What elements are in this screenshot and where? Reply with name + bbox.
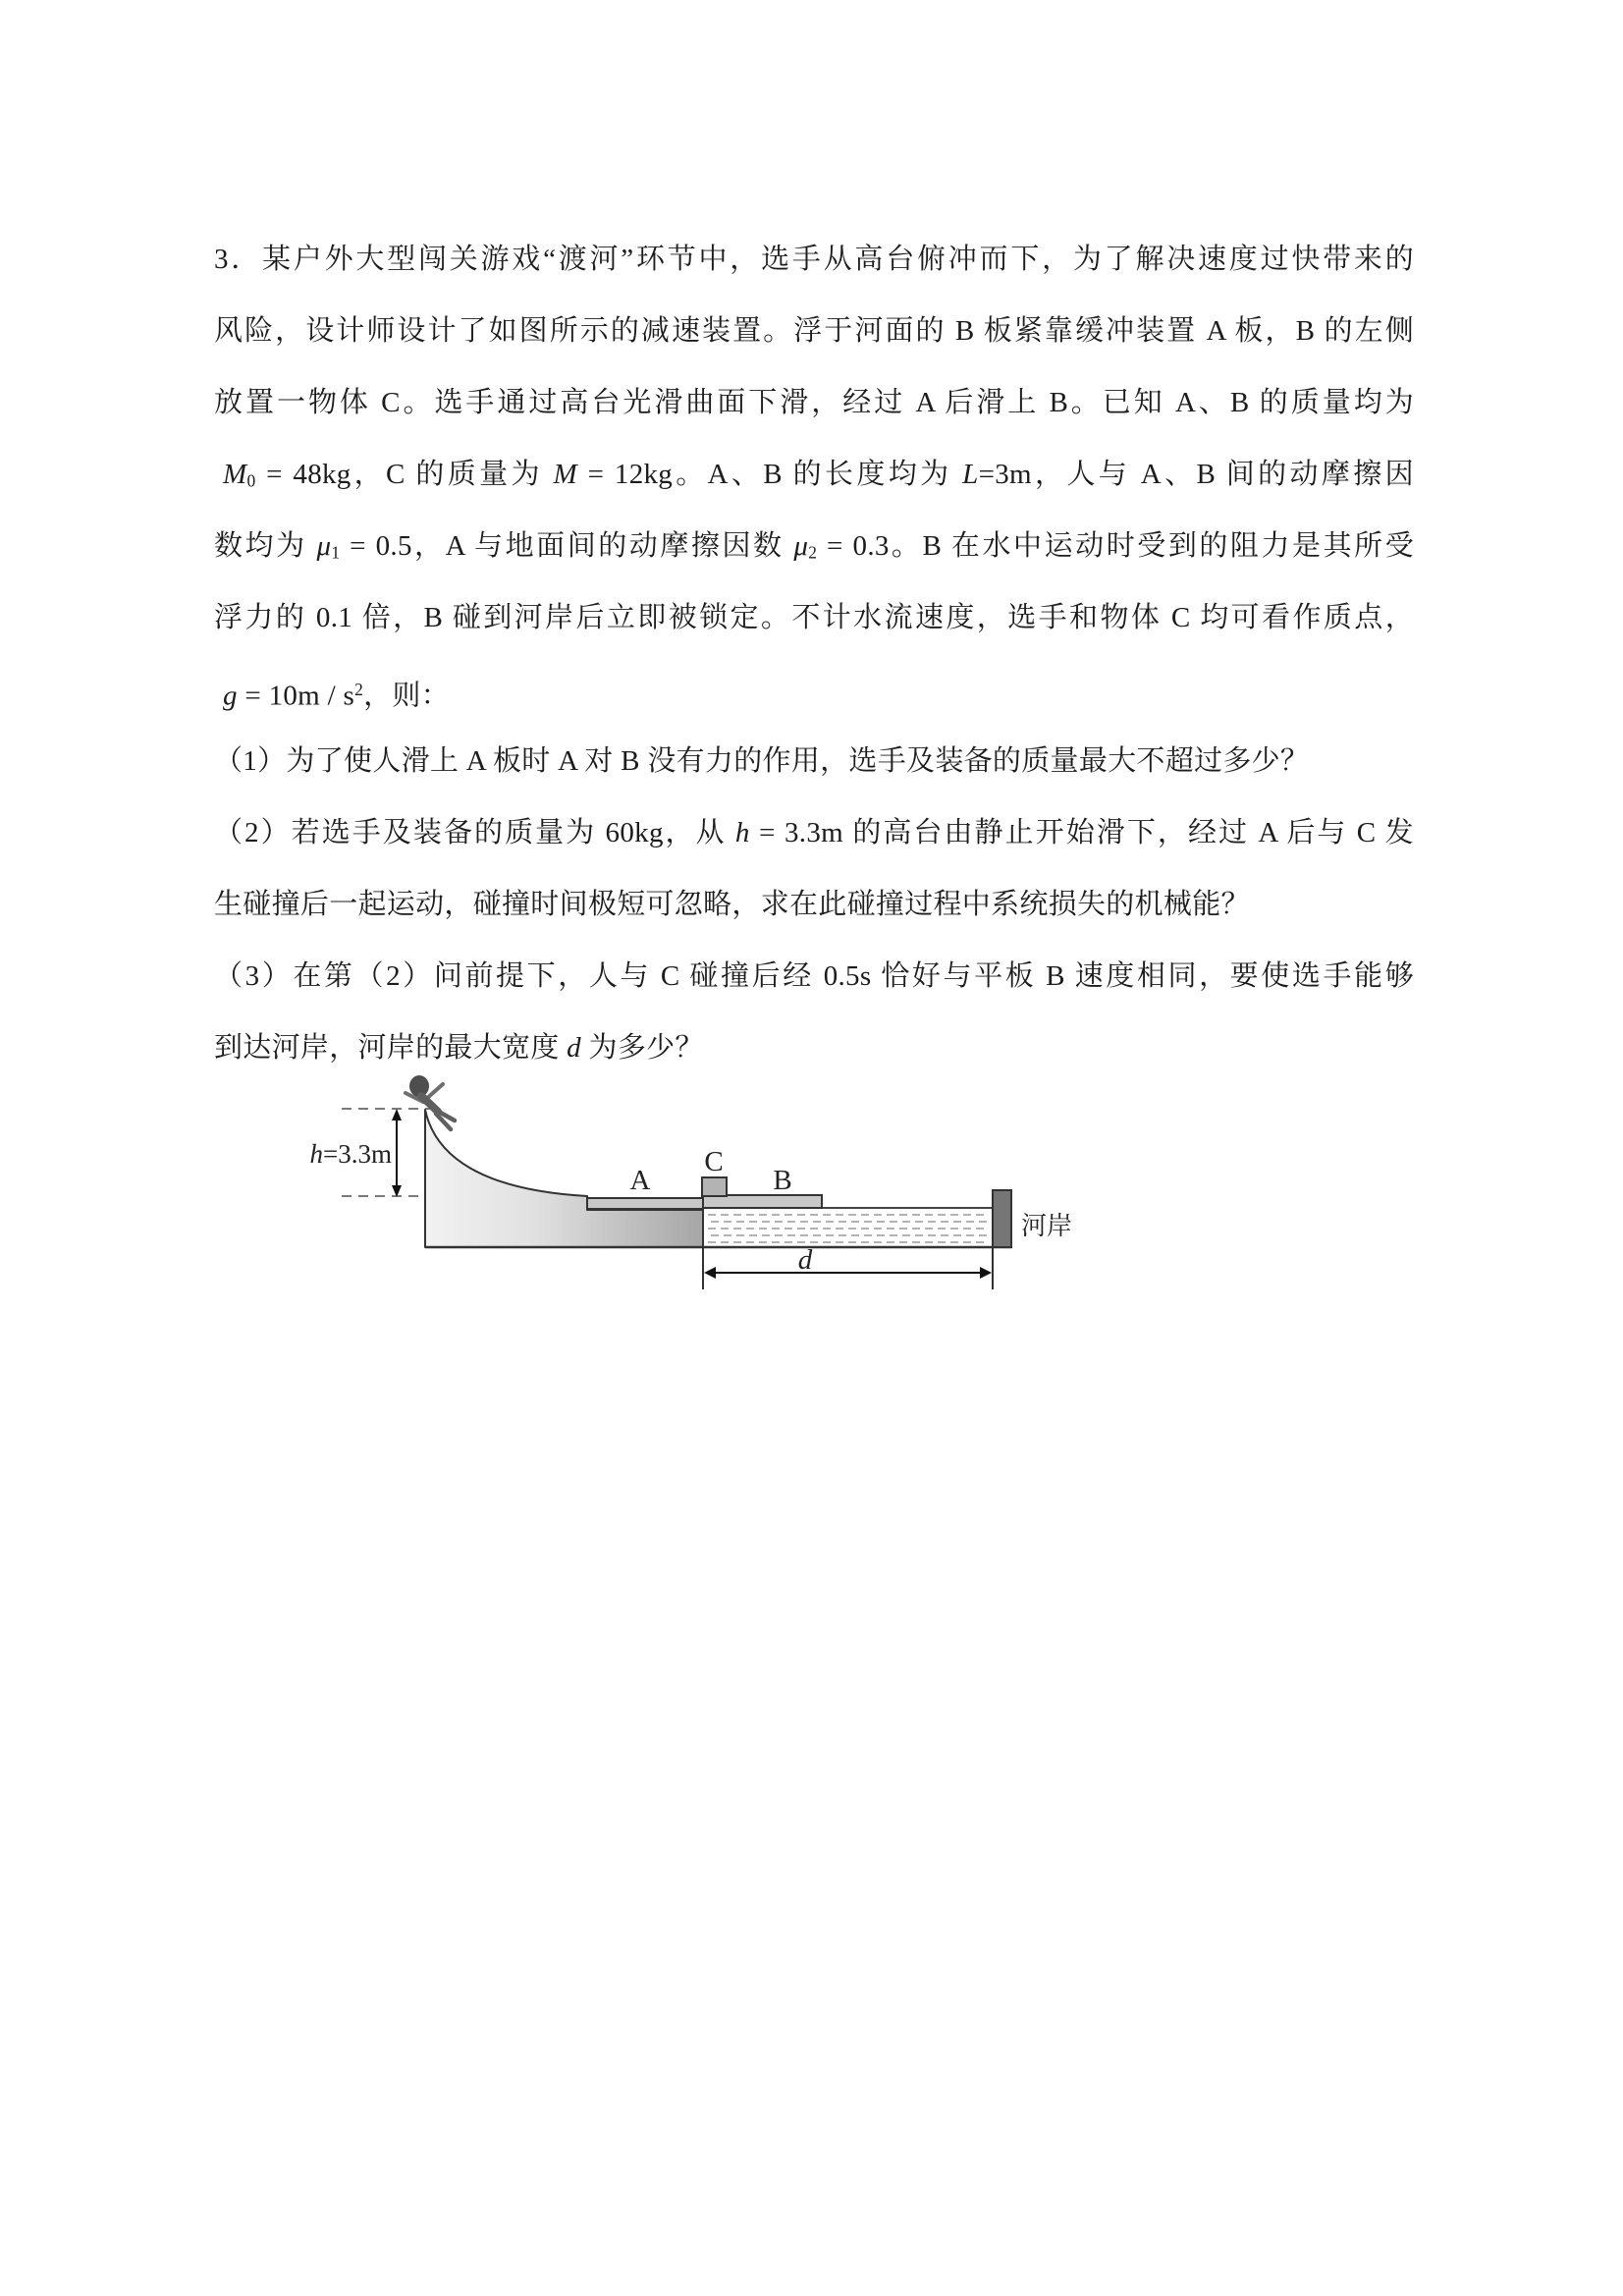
problem-line: 浮力的 0.1 倍，B 碰到河岸后立即被锁定。不计水流速度，选手和物体 C 均可看作质点， bbox=[214, 602, 1414, 633]
river-bank-label: 河岸 bbox=[1021, 1212, 1073, 1240]
problem-line: 3．某户外大型闯关游戏“渡河”环节中，选手从高台俯冲而下，为了解决速度过快带来的 bbox=[214, 244, 1414, 275]
problem-text bbox=[214, 224, 1414, 1084]
problem-line: 数均为 μ1 = 0.5，A 与地面间的动摩擦因数 μ2 = 0.3。B 在水中运动时受到的阻力是其所受 bbox=[214, 530, 1415, 563]
problem-line: 生碰撞后一起运动，碰撞时间极短可忽略，求在此碰撞过程中系统损失的机械能？ bbox=[214, 889, 1250, 920]
person-icon bbox=[406, 1075, 455, 1129]
width-label: d bbox=[797, 1244, 813, 1276]
problem-line: （1）为了使人滑上 A 板时 A 对 B 没有力的作用，选手及装备的质量最大不超过多少？ bbox=[214, 745, 1310, 777]
problem-line: （2）若选手及装备的质量为 60kg，从 h = 3.3m 的高台由静止开始滑下，经过 A 后与 C 发 bbox=[214, 817, 1414, 848]
problem-line: 到达河岸，河岸的最大宽度 d 为多少？ bbox=[214, 1032, 704, 1064]
river-bank bbox=[993, 1190, 1011, 1247]
height-dimension-arrow bbox=[392, 1109, 402, 1197]
plank-b-label: B bbox=[773, 1165, 792, 1196]
problem-line: 放置一物体 C。选手通过高台光滑曲面下滑，经过 A 后滑上 B。已知 A、B 的质量均为 bbox=[214, 387, 1414, 418]
problem-line: M0 = 48kg，C 的质量为 M = 12kg。A、B 的长度均为 L=3m，人与 A、B 间的动摩擦因 bbox=[223, 459, 1414, 491]
plank-a-label: A bbox=[629, 1165, 651, 1196]
problem-line: 风险，设计师设计了如图所示的减速装置。浮于河面的 B 板紧靠缓冲装置 A 板，B 的左侧 bbox=[214, 315, 1414, 347]
block-c bbox=[702, 1177, 727, 1196]
slide-platform bbox=[425, 1110, 703, 1247]
physics-diagram bbox=[196, 1061, 1119, 1301]
water bbox=[703, 1208, 993, 1247]
plank-a bbox=[587, 1198, 703, 1209]
problem-line: $g = 10m / s^2$，则： bbox=[223, 680, 450, 712]
height-label: h=3.3m bbox=[309, 1139, 392, 1169]
block-c-label: C bbox=[704, 1146, 724, 1177]
problem-line: （3）在第（2）问前提下，人与 C 碰撞后经 0.5s 恰好与平板 B 速度相同，要使选手能够 bbox=[214, 960, 1414, 992]
